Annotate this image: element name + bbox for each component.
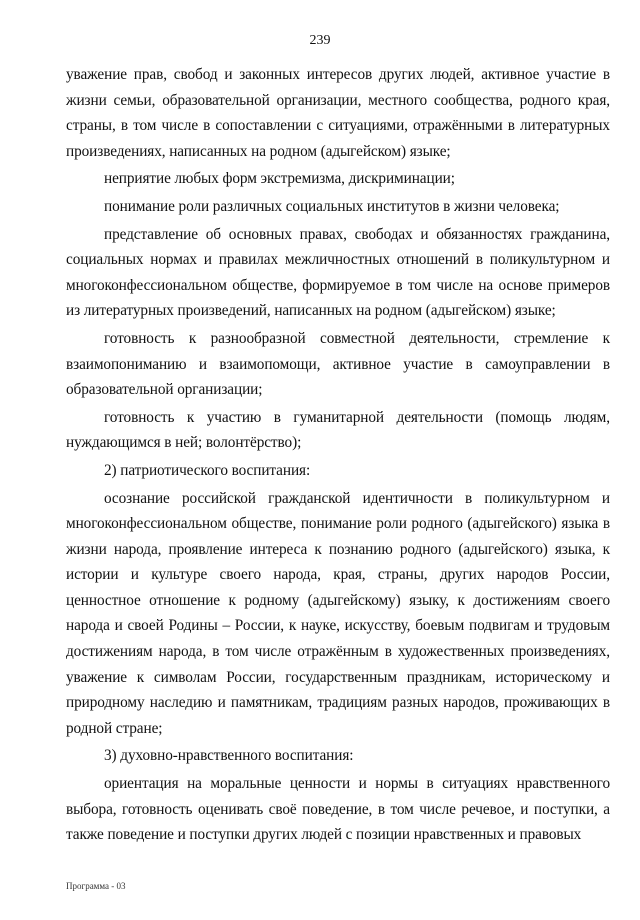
paragraph: понимание роли различных социальных институтов в жизни человека; <box>104 197 560 215</box>
paragraph: готовность к разнообразной совместной деятельности, стремление к взаимопониманию и взаимопомощи, активное участие в самоуправлении в образовательной организации; <box>66 329 610 399</box>
document-body <box>66 62 610 850</box>
section-heading: 2) патриотического воспитания: <box>104 461 311 479</box>
footer-label: Программа - 03 <box>66 881 126 891</box>
paragraph: готовность к участию в гуманитарной деятельности (помощь людям, нуждающимся в ней; волонтёрство); <box>66 408 610 452</box>
paragraph: представление об основных правах, свободах и обязанностях гражданина, социальных нормах и правилах межличностных отношений в поликультурном и многоконфессиональном обществе, формируемое в том числе на основе примеров из литературных произведений, написанных на родном (адыгейском) языке; <box>66 225 610 320</box>
paragraph: неприятие любых форм экстремизма, дискриминации; <box>104 170 455 188</box>
section-heading: 3) духовно-нравственного воспитания: <box>104 747 354 765</box>
paragraph: осознание российской гражданской идентичности в поликультурном и многоконфессиональном обществе, понимание роли родного (адыгейского) языка в жизни народа, проявление интереса к познанию родного (адыгейского) языка, к истории и культуре своего народа, края, страны, других народов России, ценностное отношение к родному (адыгейскому) языку, к достижениям своего народа и своей Родины – России, к науке, искусству, боевым подвигам и трудовым достижениям народа, в том числе отражённым в художественных произведениях, уважение к символам России, государственным праздникам, историческому и природному наследию и памятникам, традициям разных народов, проживающих в родной стране; <box>66 489 610 737</box>
page-number: 239 <box>309 33 331 48</box>
paragraph: ориентация на моральные ценности и нормы в ситуациях нравственного выбора, готовность оценивать своё поведение, в том числе речевое, и поступки, а также поведение и поступки других людей с позиции нравственных и правовых <box>66 775 610 844</box>
paragraph: уважение прав, свобод и законных интересов других людей, активное участие в жизни семьи, образовательной организации, местного сообщества, родного края, страны, в том числе в сопоставлении с ситуациями, отражёнными в литературных произведениях, написанных на родном (адыгейском) языке; <box>66 66 610 160</box>
